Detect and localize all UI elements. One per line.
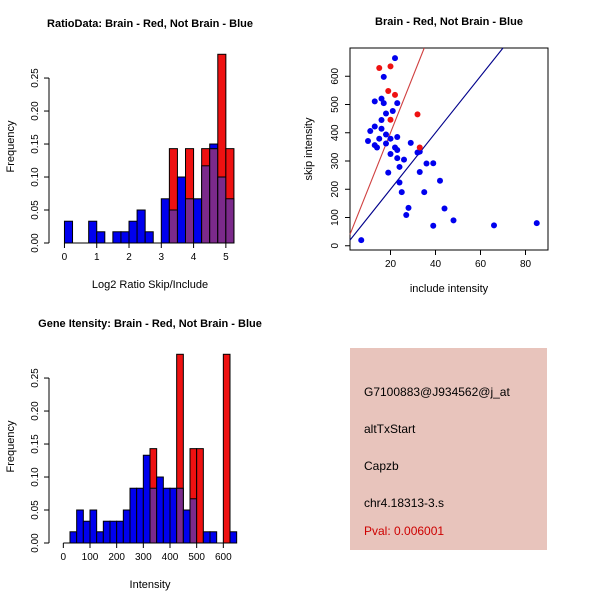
- data-point: [385, 88, 391, 94]
- data-point: [379, 126, 385, 132]
- y-tick-label: 100: [330, 209, 341, 226]
- x-tick-label: 100: [81, 552, 99, 563]
- data-point: [397, 164, 403, 170]
- chart-title: Brain - Red, Not Brain - Blue: [375, 16, 523, 28]
- histogram-bar: [194, 199, 202, 243]
- chart-title: RatioData: Brain - Red, Not Brain - Blue: [47, 18, 253, 30]
- histogram-bar: [210, 144, 218, 149]
- histogram-bar: [183, 510, 190, 543]
- histogram-bar: [143, 455, 150, 543]
- data-point: [367, 128, 373, 134]
- x-tick-label: 4: [190, 252, 197, 263]
- x-axis-title: Intensity: [129, 579, 171, 591]
- data-point: [374, 144, 380, 150]
- x-tick-label: 3: [158, 252, 165, 263]
- histogram-bar: [123, 510, 130, 543]
- y-tick-label: 0.25: [30, 68, 41, 88]
- histogram-bar: [97, 532, 104, 543]
- y-tick-label: 0.00: [30, 533, 41, 553]
- data-point: [417, 144, 423, 150]
- ratio-histogram-chart: [0, 0, 300, 300]
- y-tick-label: 0.25: [30, 368, 41, 388]
- data-point: [401, 157, 407, 163]
- data-point: [381, 74, 387, 80]
- histogram-bar: [137, 210, 145, 243]
- histogram-bar: [64, 221, 72, 243]
- x-tick-label: 300: [134, 552, 152, 563]
- histogram-bars: [70, 354, 237, 543]
- data-point: [408, 140, 414, 146]
- histogram-bar: [186, 199, 194, 243]
- data-point: [388, 151, 394, 157]
- data-point: [381, 100, 387, 106]
- data-point: [394, 134, 400, 140]
- histogram-bar: [161, 199, 169, 243]
- histogram-bar: [70, 532, 77, 543]
- x-tick-label: 600: [214, 552, 232, 563]
- data-point: [424, 161, 430, 167]
- data-point: [379, 117, 385, 123]
- y-tick-label: 0.05: [30, 200, 41, 220]
- data-point: [491, 222, 497, 228]
- y-axis: [330, 67, 350, 248]
- x-axis-title: include intensity: [409, 283, 489, 295]
- histogram-bar: [110, 521, 117, 543]
- y-tick-label: 300: [330, 152, 341, 170]
- histogram-bar: [177, 488, 184, 543]
- x-tick-label: 5: [223, 252, 229, 263]
- y-tick-label: 0.05: [30, 500, 41, 520]
- data-point: [383, 131, 389, 137]
- data-point: [399, 189, 405, 195]
- gene-name-text: Capzb: [364, 459, 399, 473]
- histogram-bar: [97, 232, 105, 243]
- histogram-bar: [223, 354, 230, 543]
- data-point: [392, 55, 398, 61]
- y-axis-title: Frequency: [5, 120, 17, 173]
- data-point: [421, 189, 427, 195]
- data-point: [417, 169, 423, 175]
- histogram-bar: [117, 521, 124, 543]
- y-tick-label: 500: [330, 96, 341, 113]
- data-point: [451, 217, 457, 223]
- data-point: [394, 147, 400, 153]
- histogram-bar: [190, 499, 197, 543]
- x-tick-label: 20: [384, 259, 397, 270]
- data-point: [376, 136, 382, 142]
- intensity-scatter-panel: [300, 0, 600, 300]
- histogram-bar: [121, 232, 129, 243]
- histogram-bar: [150, 488, 157, 543]
- data-point: [390, 108, 396, 114]
- y-axis: [30, 68, 49, 253]
- y-axis: [30, 368, 49, 553]
- data-point: [388, 136, 394, 142]
- y-tick-label: 200: [330, 180, 341, 198]
- y-tick-label: 0.10: [30, 167, 41, 187]
- x-tick-label: 60: [474, 259, 487, 270]
- data-point: [397, 179, 403, 185]
- histogram-bar: [210, 149, 218, 243]
- data-point: [372, 124, 378, 130]
- x-axis: [62, 243, 229, 263]
- ratio-histogram-panel: [0, 0, 300, 300]
- histogram-bar: [202, 166, 210, 243]
- data-point: [442, 205, 448, 211]
- y-tick-label: 0.15: [30, 134, 41, 154]
- data-point: [385, 170, 391, 176]
- data-point: [358, 237, 364, 243]
- gene-info-panel: [300, 300, 600, 600]
- data-point: [392, 92, 398, 98]
- histogram-bar: [157, 477, 164, 543]
- histogram-bar: [113, 232, 121, 243]
- histogram-bar: [129, 221, 137, 243]
- x-tick-label: 80: [519, 259, 532, 270]
- x-axis-title: Log2 Ratio Skip/Include: [91, 279, 209, 291]
- gene-intensity-histogram-chart: [0, 300, 300, 600]
- histogram-bar: [163, 488, 170, 543]
- x-tick-label: 0: [61, 252, 68, 263]
- histogram-bar: [230, 532, 237, 543]
- x-tick-label: 40: [429, 259, 442, 270]
- histogram-bar: [218, 177, 226, 243]
- histogram-bar: [203, 532, 210, 543]
- histogram-bar: [210, 532, 217, 543]
- histogram-bar: [130, 488, 137, 543]
- data-point: [430, 223, 436, 229]
- x-tick-label: 2: [126, 252, 132, 263]
- data-point: [365, 138, 371, 144]
- probe-id-text: G7100883@J934562@j_at: [364, 385, 510, 399]
- y-axis-title: skip intensity: [303, 117, 315, 181]
- data-point: [403, 212, 409, 218]
- data-point: [534, 220, 540, 226]
- histogram-bar: [137, 488, 144, 543]
- data-point: [394, 100, 400, 106]
- data-point: [376, 65, 382, 71]
- y-tick-label: 0.10: [30, 467, 41, 487]
- data-point: [430, 160, 436, 166]
- histogram-bar: [83, 521, 90, 543]
- y-tick-label: 0: [330, 242, 341, 249]
- histogram-bar: [177, 177, 185, 243]
- location-text: chr4.18313-3.s: [364, 496, 445, 510]
- data-point: [415, 111, 421, 117]
- data-point: [388, 117, 394, 123]
- event-type-text: altTxStart: [364, 422, 416, 436]
- data-point: [372, 98, 378, 104]
- x-axis: [61, 543, 233, 563]
- x-tick-label: 0: [60, 552, 67, 563]
- intensity-scatter-chart: [300, 0, 600, 300]
- data-point: [388, 63, 394, 69]
- histogram-bar: [89, 221, 97, 243]
- data-point: [383, 111, 389, 117]
- histogram-bars: [64, 54, 233, 243]
- plot-box: [350, 48, 548, 250]
- y-tick-label: 0.15: [30, 434, 41, 454]
- x-axis: [385, 250, 532, 270]
- histogram-bar: [145, 232, 153, 243]
- gene-intensity-histogram-panel: [0, 300, 300, 600]
- y-tick-label: 0.20: [30, 401, 41, 421]
- histogram-bar: [197, 449, 204, 543]
- histogram-bar: [90, 510, 97, 543]
- x-tick-label: 400: [161, 552, 179, 563]
- data-point: [406, 205, 412, 211]
- gene-info-box: [350, 348, 547, 550]
- histogram-bar: [170, 488, 177, 543]
- histogram-bar: [103, 521, 110, 543]
- chart-title: Gene Itensity: Brain - Red, Not Brain - Blue: [38, 318, 262, 330]
- y-tick-label: 0.00: [30, 233, 41, 253]
- x-tick-label: 200: [108, 552, 126, 563]
- y-tick-label: 400: [330, 124, 341, 142]
- pval-text: Pval: 0.006001: [364, 524, 445, 538]
- y-tick-label: 600: [330, 67, 341, 85]
- histogram-bar: [77, 510, 84, 543]
- x-tick-label: 1: [93, 252, 100, 263]
- histogram-bar: [226, 199, 234, 243]
- data-point: [383, 140, 389, 146]
- data-point: [437, 178, 443, 184]
- x-tick-label: 500: [188, 552, 206, 563]
- y-axis-title: Frequency: [5, 420, 17, 473]
- scatter-points-not-brain: [358, 55, 540, 243]
- y-tick-label: 0.20: [30, 101, 41, 121]
- histogram-bar: [169, 210, 177, 243]
- data-point: [394, 155, 400, 161]
